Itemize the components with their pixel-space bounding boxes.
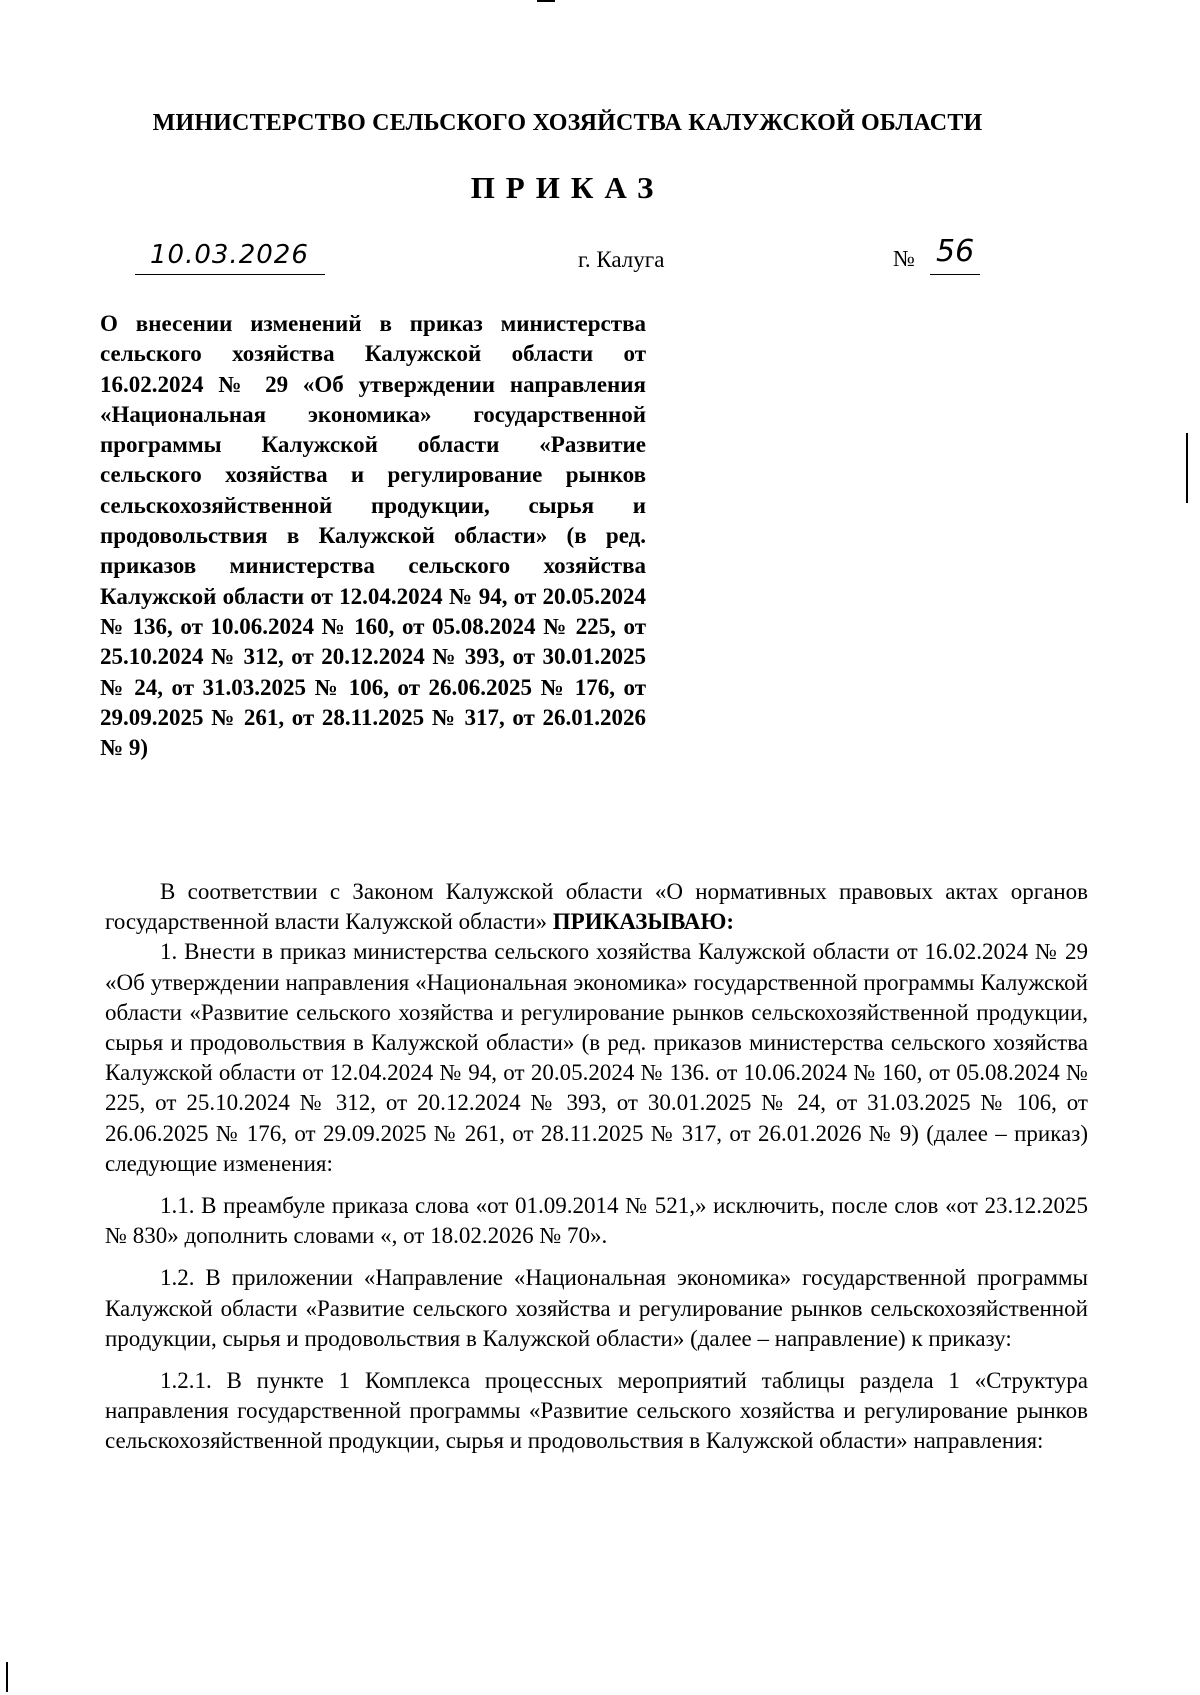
document-type-title: ПРИКАЗ [470,170,665,205]
item-1: 1. Внести в приказ министерства сельского хозяйства Калужской области от 16.02.2024 № 29 «Об утверждении направления «Национальная экономика» государственной программы Калужской области «Развитие сельского хозяйства и регулирование рынков сельскохозяйственной продукции, сырья и продовольствия в Калужской области» (в ред. приказов министерства сельского хозяйства Калужской области от 12.04.2024 № 94, от 20.05.2024 № 136. от 10.06.2024 № 160, от 05.08.2024 № 225, от 25.10.2024 № 312, от 20.12.2024 № 393, от 30.01.2025 № 24, от 31.03.2025 № 106, от 26.06.2025 № 176, от 29.09.2025 № 261, от 28.11.2025 № 317, от 26.01.2026 № 9) (далее – приказ) следующие изменения: [105,939,1088,1176]
item-1-2-1: 1.2.1. В пункте 1 Комплекса процессных мероприятий таблицы раздела 1 «Структура направления государственной программы «Развитие сельского хозяйства и регулирование рынков сельскохозяйственной продукции, сырья и продовольствия в Калужской области» направления: [105,1368,1088,1454]
number-label: № [893,246,915,271]
handwritten-number: 56 [936,234,975,269]
item-1-1: 1.1. В преамбуле приказа слова «от 01.09.2014 № 521,» исключить, после слов «от 23.12.2025 № 830» дополнить словами «, от 18.02.2026 № 70». [105,1193,1088,1249]
order-body [105,877,1088,1457]
ministry-name: МИНИСТЕРСТВО СЕЛЬСКОГО ХОЗЯЙСТВА КАЛУЖСКОЙ ОБЛАСТИ [152,110,983,136]
handwritten-date: 10.03.2026 [150,240,309,270]
order-subject: О внесении изменений в приказ министерства сельского хозяйства Калужской области от 16.02.2024 № 29 «Об утверждении направления «Национальная экономика» государственной программы Калужской области «Развитие сельского хозяйства и регулирование рынков сельскохозяйственной продукции, сырья и продовольствия в Калужской области» (в ред. приказов министерства сельского хозяйства Калужской области от 12.04.2024 № 94, от 20.05.2024 № 136, от 10.06.2024 № 160, от 05.08.2024 № 225, от 25.10.2024 № 312, от 20.12.2024 № 393, от 30.01.2025 № 24, от 31.03.2025 № 106, от 26.06.2025 № 176, от 29.09.2025 № 261, от 28.11.2025 № 317, от 26.01.2026 № 9) [100,311,646,761]
preamble-paragraph [105,877,1088,937]
scan-mark-top [537,0,555,2]
city: г. Калуга [578,247,665,272]
item-1-2: 1.2. В приложении «Направление «Национальная экономика» государственной программы Калужской области «Развитие сельского хозяйства и регулирование рынков сельскохозяйственной продукции, сырья и продовольствия в Калужской области» (далее – направление) к приказу: [105,1265,1088,1351]
scan-mark-left-bottom [6,1662,8,1692]
scan-mark-right-edge [1186,433,1188,503]
preamble-text: В соответствии с Законом Калужской области «О нормативных правовых актах органов государственной власти Калужской области» [105,879,1088,935]
order-word: ПРИКАЗЫВАЮ: [552,909,735,935]
